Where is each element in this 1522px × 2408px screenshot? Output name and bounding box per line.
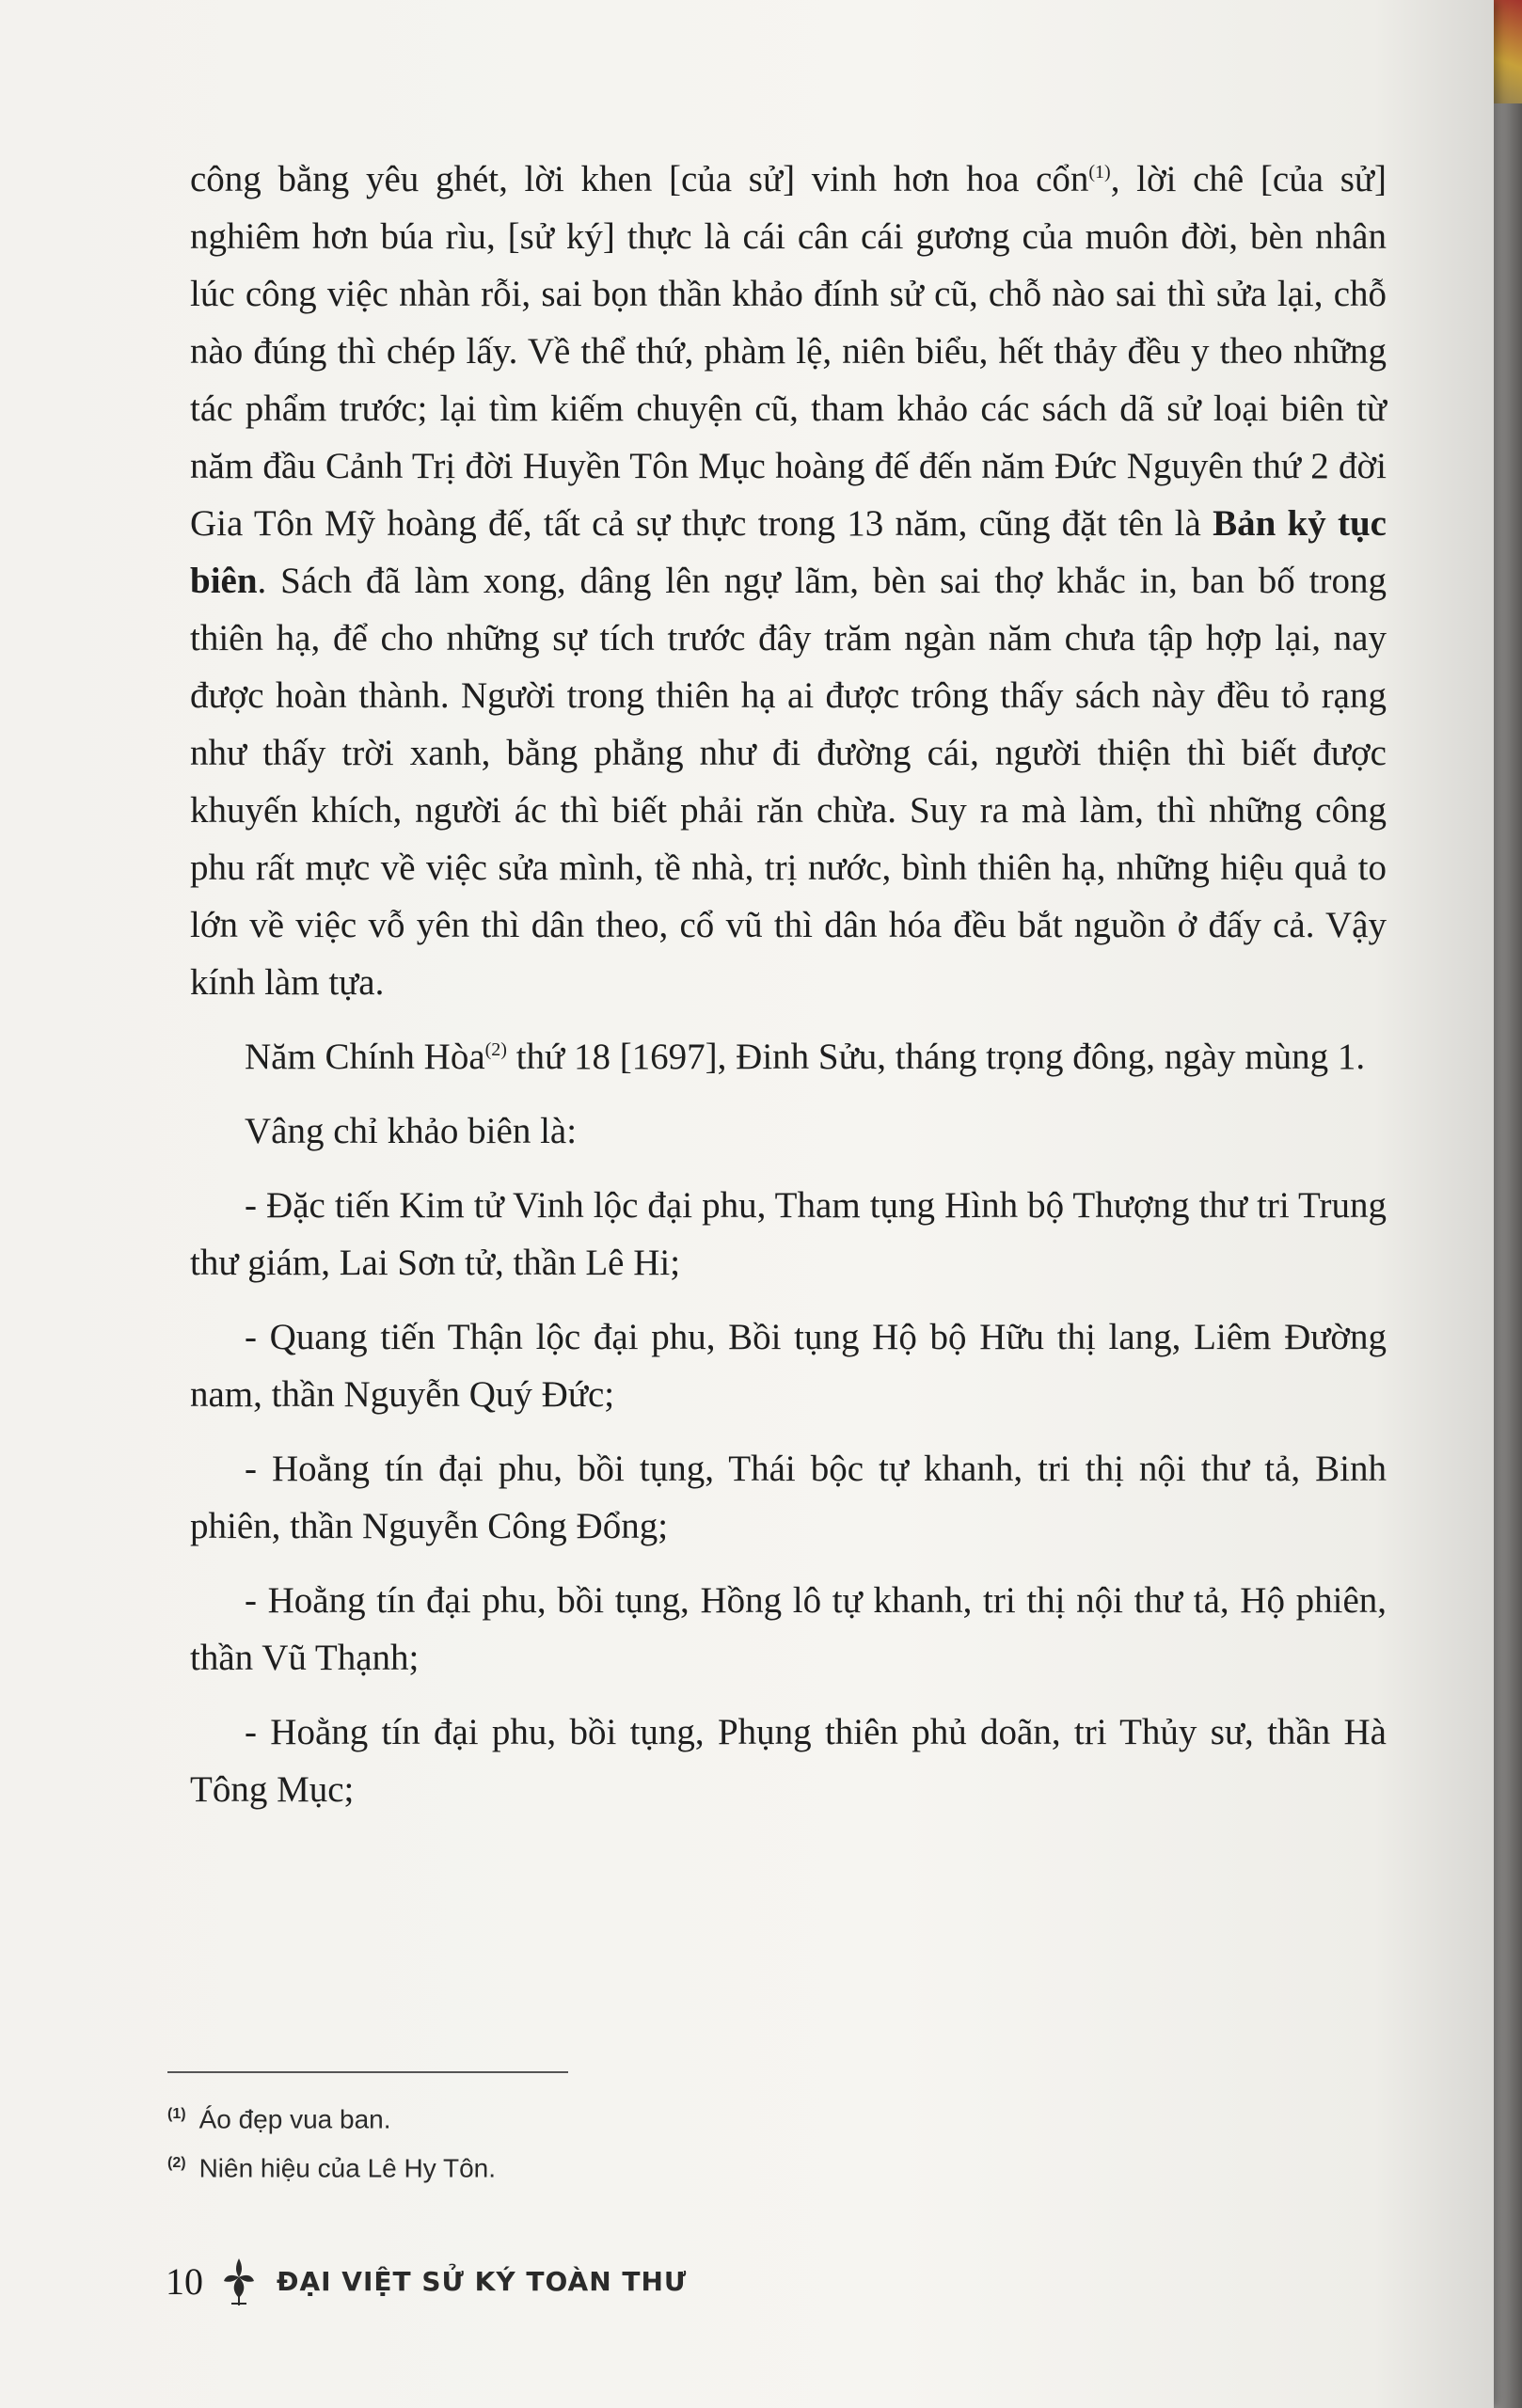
page-number: 10 [166,2259,203,2303]
editor-entry: - Đặc tiến Kim tử Vinh lộc đại phu, Tham tụng Hình bộ Thượng thư tri Trung thư giám, Lai Sơn tử, thần Lê Hi; [190,1185,1387,1283]
running-title: ĐẠI VIỆT SỬ KÝ TOÀN THƯ [277,2265,688,2297]
footnote-ref-1: (1) [1088,162,1111,182]
lotus-ornament-icon [220,2255,258,2307]
footnote-text: Niên hiệu của Lê Hy Tôn. [198,2153,497,2183]
page-footer [166,2248,687,2314]
editor-entry: - Quang tiến Thận lộc đại phu, Bồi tụng Hộ bộ Hữu thị lang, Liêm Đường nam, thần Nguyễn Quý Đức; [190,1317,1387,1415]
footnotes [167,2090,1014,2188]
footnote-divider [167,2071,568,2073]
editor-entry: - Hoằng tín đại phu, bồi tụng, Thái bộc tự khanh, tri thị nội thư tả, Binh phiên, thần Nguyễn Công Đổng; [190,1449,1387,1546]
editor-entry: - Hoằng tín đại phu, bồi tụng, Phụng thiên phủ doãn, tri Thủy sư, thần Hà Tông Mục; [190,1712,1387,1810]
paragraph-1: công bằng yêu ghét, lời khen [của sử] vinh hơn hoa cổn$^{(1)}$, lời chê [của sử] nghiêm hơn búa rìu, [sử ký] thực là cái cân cái gương của muôn đời, bèn nhân lúc công việc nhàn rỗi, sai bọn thần khảo đính sử cũ, chỗ nào sai thì sửa lại, chỗ nào đúng thì chép lấy. Về thể thứ, phàm lệ, niên biểu, hết thảy đều y theo những tác phẩm trước; lại tìm kiếm chuyện cũ, tham khảo các sách dã sử loại biên từ năm đầu Cảnh Trị đời Huyền Tôn Mục hoàng đế đến năm Đức Nguyên thứ 2 đời Gia Tôn Mỹ hoàng đế, tất cả sự thực trong 13 năm, cũng đặt tên là Bản kỷ tục biên. Sách đã làm xong, dâng lên ngự lãm, bèn sai thợ khắc in, ban bố trong thiên hạ, để cho những sự tích trước đây trăm ngàn năm chưa tập hợp lại, nay được hoàn thành. Người trong thiên hạ ai được trông thấy sách này đều tỏ rạng như thấy trời xanh, bằng phẳng như đi đường cái, người thiện thì biết được khuyến khích, người ác thì biết phải răn chừa. Suy ra mà làm, thì những công phu rất mực về việc sửa mình, tề nhà, trị nước, bình thiên hạ, những hiệu quả to lớn về việc vỗ yên thì dân theo, cổ vũ thì dân hóa đều bắt nguồn ở đấy cả. Vậy kính làm tựa. [190,159,1387,1003]
footnote-2 [167,2139,1014,2188]
book-title-emphasis: Bản kỷ tục biên [190,503,1387,601]
footnote-1 [167,2090,1014,2139]
footnote-text: Áo đẹp vua ban. [198,2104,391,2134]
footnote-number: (1) [167,2106,186,2122]
body-text [190,150,1387,1818]
paragraph-date: Năm Chính Hòa$^{(2)}$ thứ 18 [1697], Đinh Sửu, tháng trọng đông, ngày mùng 1. [245,1037,1366,1077]
editor-entry: - Hoằng tín đại phu, bồi tụng, Hồng lô tự khanh, tri thị nội thư tả, Hộ phiên, thần Vũ Thạnh; [190,1580,1387,1678]
paragraph-editors-intro: Vâng chỉ khảo biên là: [245,1111,578,1151]
footnote-ref-2: (2) [484,1039,507,1060]
footnote-number: (2) [167,2155,186,2171]
